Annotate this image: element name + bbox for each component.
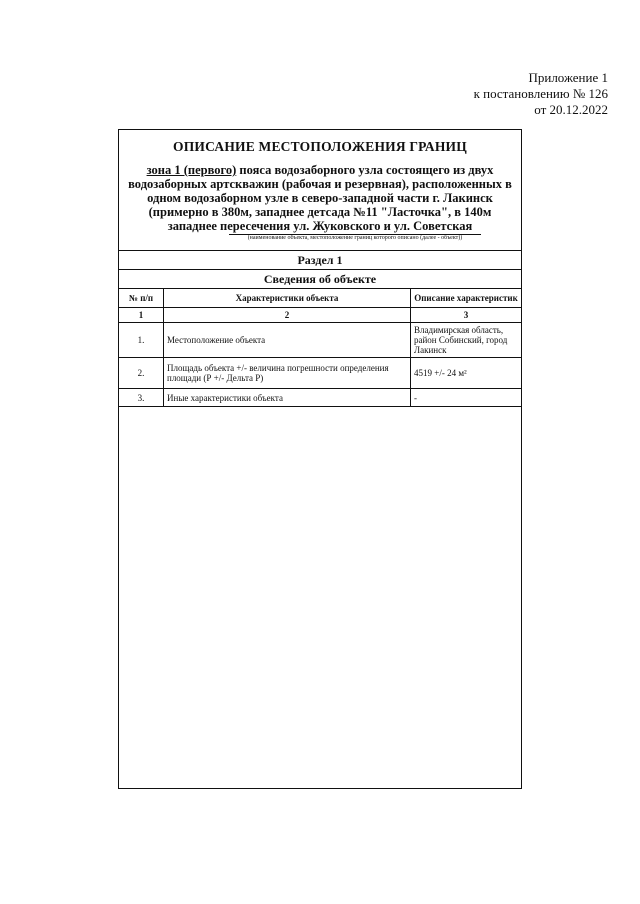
zone-name: зона 1 (первого) — [146, 163, 237, 177]
row-description: 4519 +/- 24 м² — [411, 358, 522, 389]
zone-description: пояса водозаборного узла состоящего из двух водозаборных артскважин (рабочая и резервная), расположенных в одном водозаборном узле в северо-западной части г. Лакинск (примерно в 380м, западнее детсада №11 "Ласточка", в 140м западнее пересечения ул. Жуковского и ул. Советская — [128, 163, 512, 233]
appendix-header — [474, 70, 608, 118]
document-title: ОПИСАНИЕ МЕСТОПОЛОЖЕНИЯ ГРАНИЦ — [173, 139, 467, 154]
document-frame — [118, 129, 522, 789]
row-number: 3. — [119, 389, 164, 407]
header-cell-description: Описание характеристик — [411, 289, 522, 308]
table-row — [119, 323, 521, 358]
section-title: Раздел 1 — [119, 250, 521, 269]
column-number-row — [119, 308, 521, 323]
column-number-1: 1 — [119, 308, 164, 323]
header-cell-characteristic: Характеристики объекта — [164, 289, 411, 308]
appendix-line-3: от 20.12.2022 — [534, 102, 608, 117]
table-row — [119, 358, 521, 389]
row-number: 1. — [119, 323, 164, 358]
row-description: Владимирская область, район Собинский, город Лакинск — [411, 323, 522, 358]
table-header-row — [119, 289, 521, 308]
row-characteristic: Иные характеристики объекта — [164, 389, 411, 407]
table-row — [119, 389, 521, 407]
description-note: (наименование объекта, местоположение границ которого описано (далее - объект)) — [229, 234, 481, 242]
row-number: 2. — [119, 358, 164, 389]
row-characteristic: Местоположение объекта — [164, 323, 411, 358]
header-cell-number: № п/п — [119, 289, 164, 308]
appendix-line-1: Приложение 1 — [528, 70, 608, 85]
object-description — [123, 163, 517, 233]
column-number-3: 3 — [411, 308, 522, 323]
appendix-line-2: к постановлению № 126 — [473, 86, 608, 101]
row-description: - — [411, 389, 522, 407]
column-number-2: 2 — [164, 308, 411, 323]
subsection-title: Сведения об объекте — [119, 269, 521, 288]
row-characteristic: Площадь объекта +/- величина погрешности определения площади (Р +/- Дельта Р) — [164, 358, 411, 389]
object-info-table — [119, 288, 521, 407]
